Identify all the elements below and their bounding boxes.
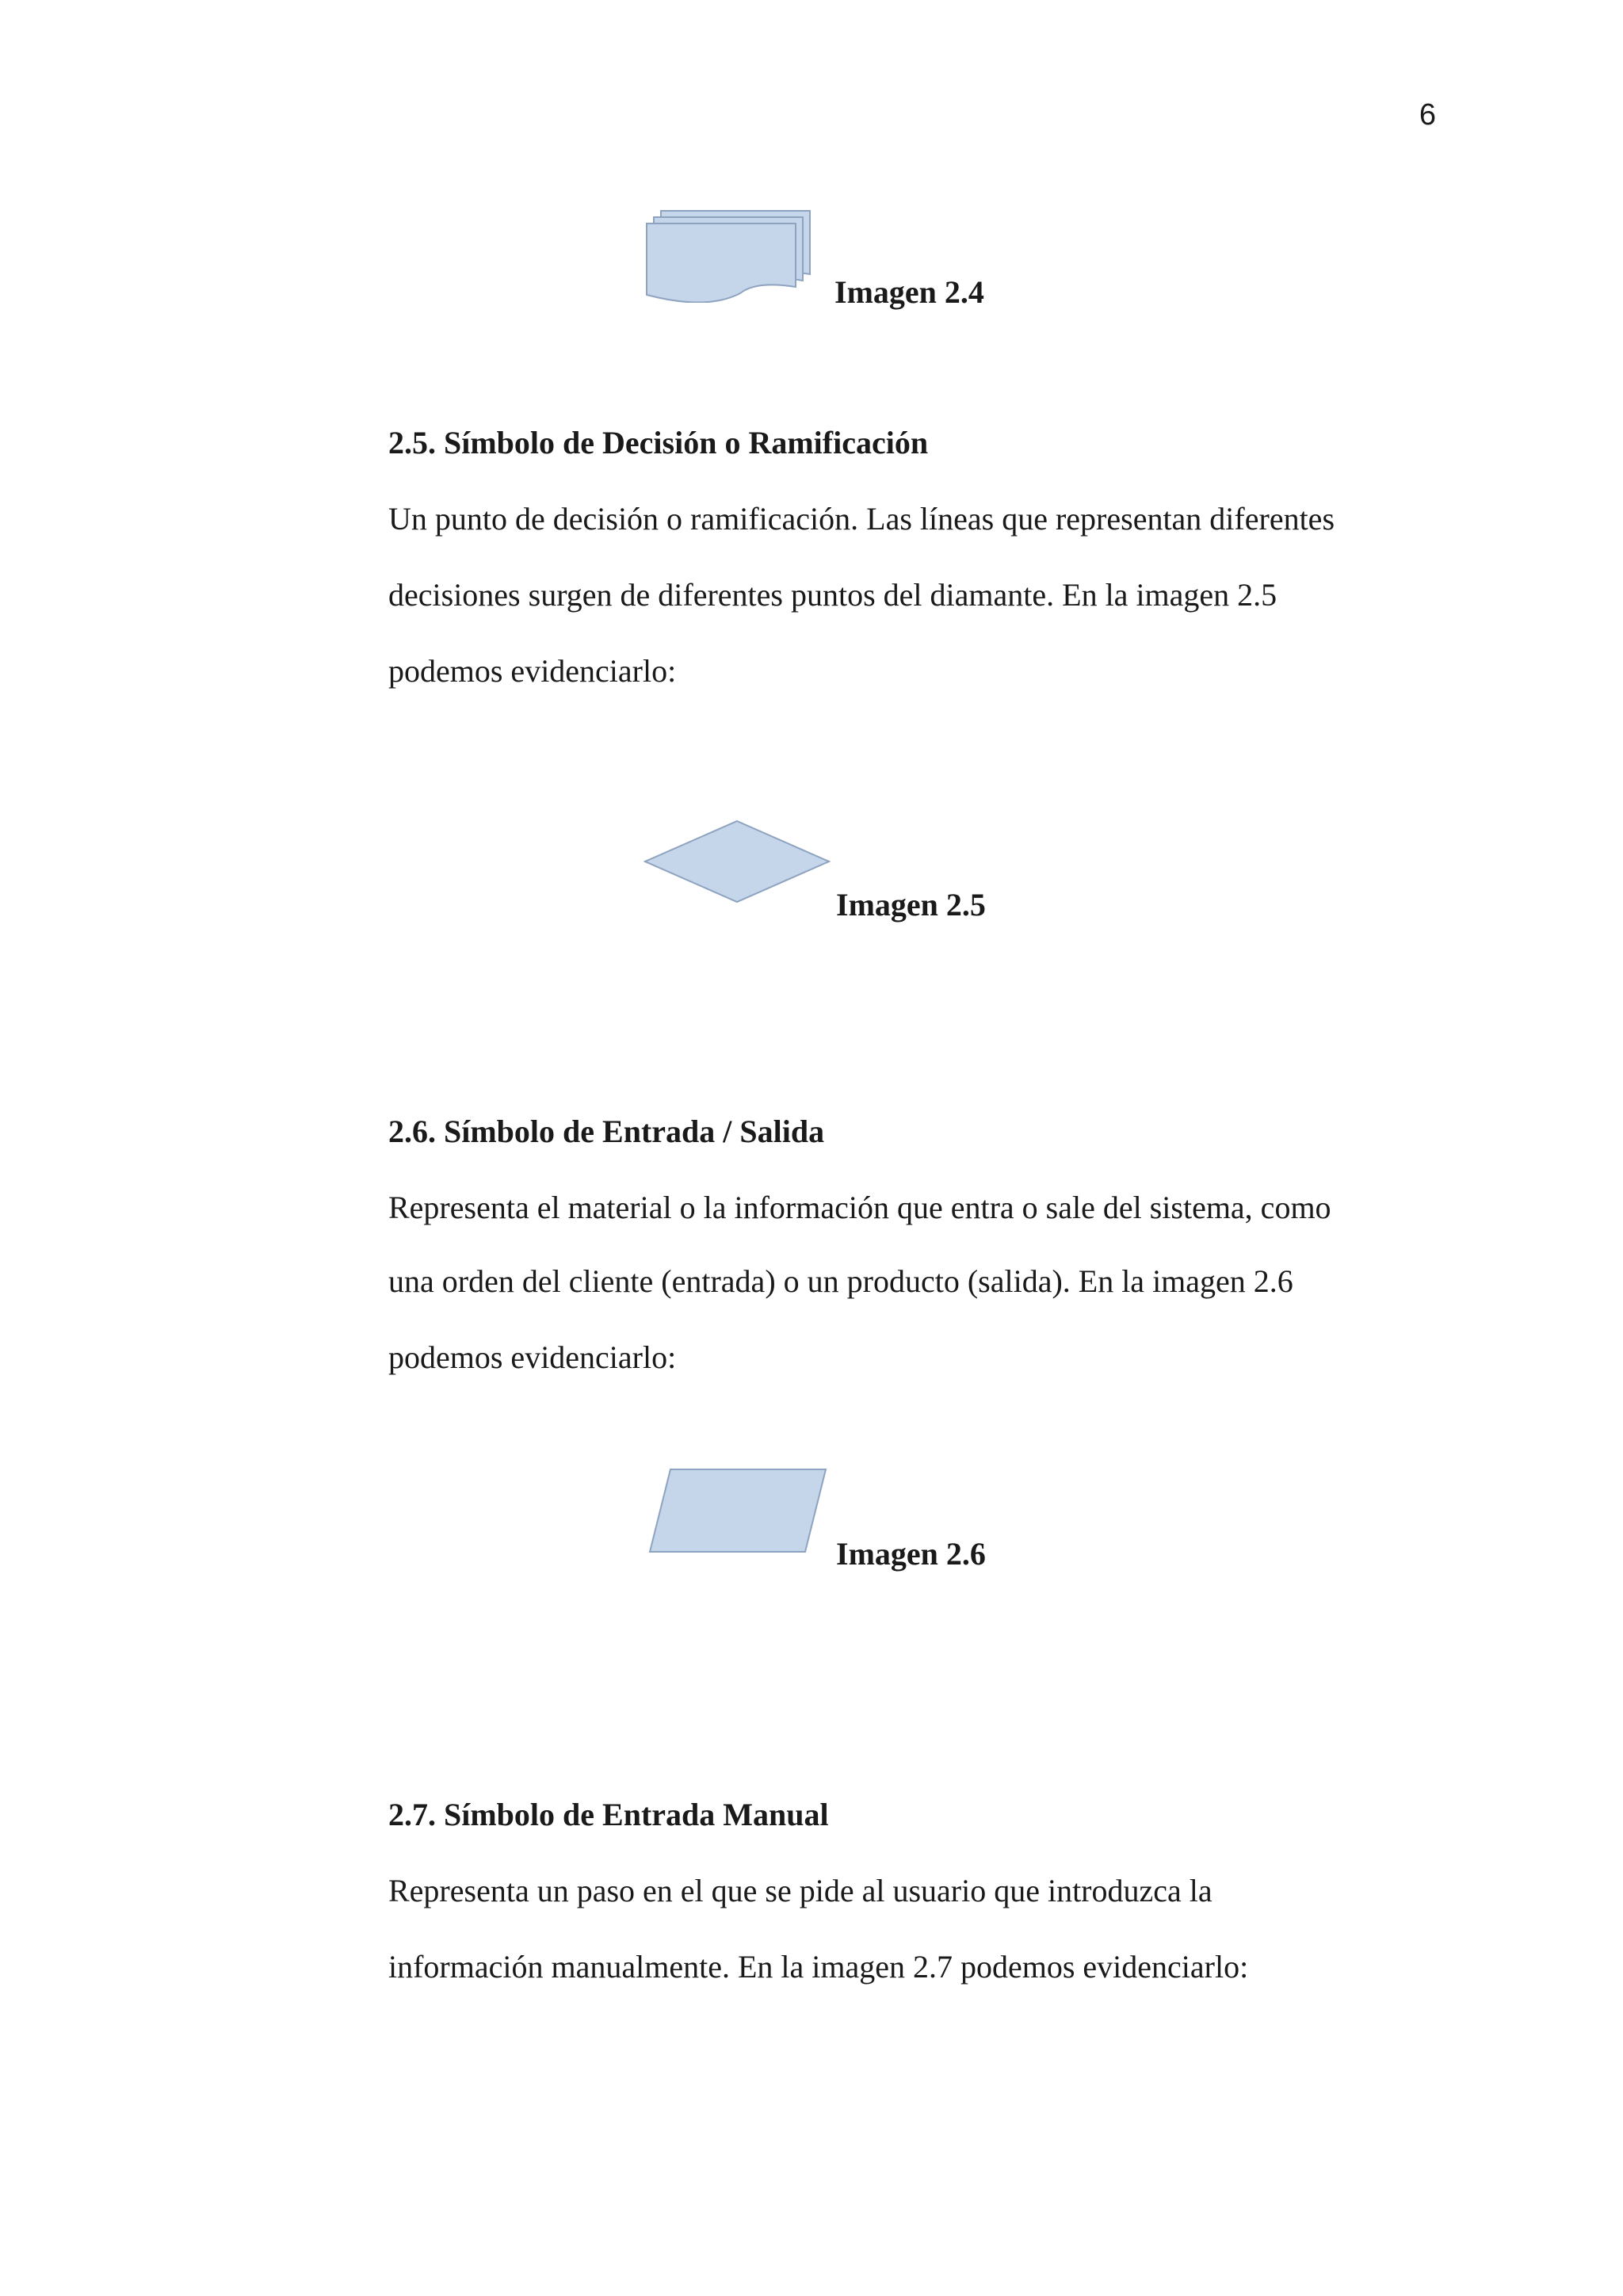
section-2-7-line: Representa un paso en el que se pide al usuario que introduzca la	[388, 1873, 1212, 1908]
page-number: 6	[1419, 98, 1436, 132]
multi-document-icon	[643, 208, 818, 303]
figure-2-4	[643, 208, 818, 303]
section-2-6-heading: 2.6. Símbolo de Entrada / Salida	[388, 1114, 825, 1149]
section-2-5-line: Un punto de decisión o ramificación. Las líneas que representan diferentes	[388, 501, 1335, 537]
section-2-5-line: podemos evidenciarlo:	[388, 653, 677, 689]
section-2-7-heading: 2.7. Símbolo de Entrada Manual	[388, 1797, 829, 1832]
figure-2-6	[648, 1468, 827, 1553]
section-2-6-line: Representa el material o la información que entra o sale del sistema, como	[388, 1190, 1331, 1225]
section-2-5-heading: 2.5. Símbolo de Decisión o Ramificación	[388, 425, 929, 460]
section-2-6-line: podemos evidenciarlo:	[388, 1339, 677, 1375]
section-2-7-line: información manualmente. En la imagen 2.7 podemos evidenciarlo:	[388, 1949, 1249, 1985]
figure-2-6-caption: Imagen 2.6	[836, 1536, 986, 1572]
decision-diamond-icon	[643, 819, 831, 904]
input-output-parallelogram-icon	[648, 1468, 827, 1553]
figure-2-5	[643, 819, 831, 904]
figure-2-4-caption: Imagen 2.4	[834, 274, 984, 310]
figure-2-5-caption: Imagen 2.5	[836, 887, 986, 923]
section-2-5-line: decisiones surgen de diferentes puntos del diamante. En la imagen 2.5	[388, 577, 1277, 613]
section-2-6-line: una orden del cliente (entrada) o un producto (salida). En la imagen 2.6	[388, 1263, 1293, 1299]
